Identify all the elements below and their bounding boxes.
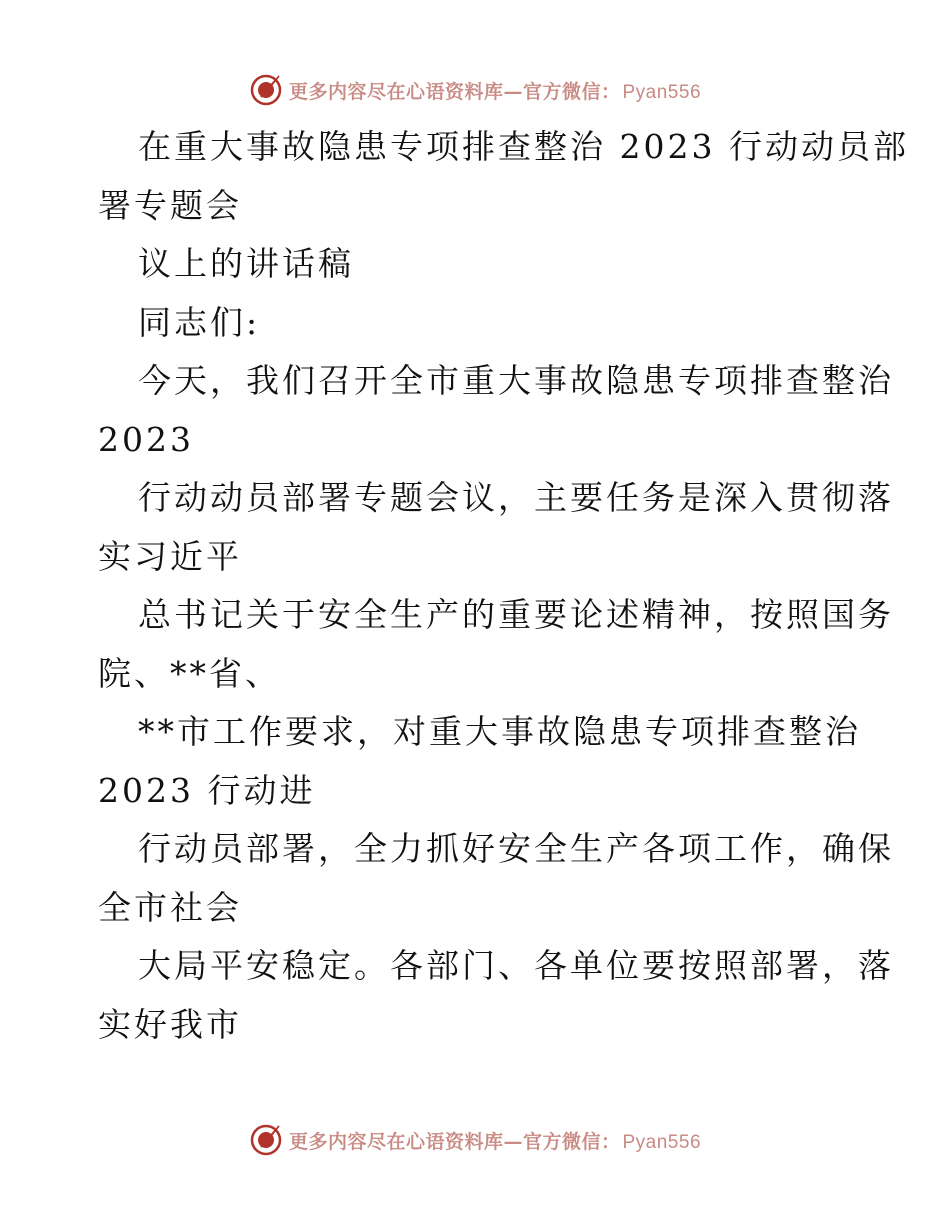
footer-watermark <box>0 1120 950 1160</box>
document-body <box>98 118 909 1054</box>
text-line: 行动动员部署专题会议，主要任务是深入贯彻落 <box>138 478 894 517</box>
text-line: 2023 行动进 <box>98 770 316 810</box>
text-line: 同志们: <box>138 302 261 342</box>
text-line: 实习近平 <box>98 536 242 576</box>
text-line: 实好我市 <box>98 1004 242 1044</box>
text-line: 总书记关于安全生产的重要论述精神，按照国务 <box>138 595 894 634</box>
text-line: 署专题会 <box>98 185 242 225</box>
text-line: 今天，我们召开全市重大事故隐患专项排查整治 <box>138 361 894 400</box>
text-line: 大局平安稳定。各部门、各单位要按照部署，落 <box>138 946 894 985</box>
watermark-text: 更多内容尽在心语资料库—官方微信： Pyan556 <box>288 1130 702 1153</box>
text-line: 行动员部署，全力抓好安全生产各项工作，确保 <box>138 829 894 868</box>
watermark-text: 更多内容尽在心语资料库—官方微信： Pyan556 <box>288 80 702 103</box>
quill-logo-icon <box>249 1123 283 1157</box>
text-line: **市工作要求，对重大事故隐患专项排查整治 <box>138 712 861 751</box>
text-line: 在重大事故隐患专项排查整治 2023 行动动员部 <box>138 127 909 166</box>
header-watermark <box>0 70 950 110</box>
text-line: 2023 <box>98 419 194 459</box>
quill-logo-icon <box>249 73 283 107</box>
text-line: 院、**省、 <box>98 653 281 693</box>
text-line: 全市社会 <box>98 887 242 927</box>
text-line: 议上的讲话稿 <box>138 244 354 283</box>
